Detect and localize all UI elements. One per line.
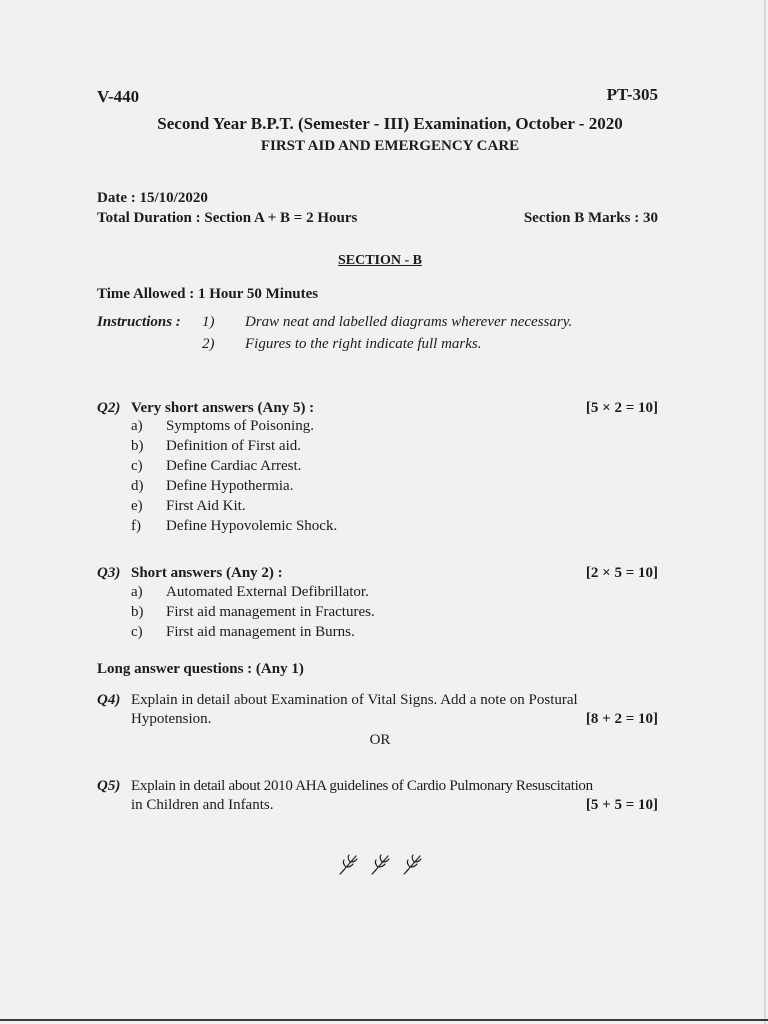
question-marks: [5 × 2 = 10]: [585, 400, 658, 416]
exam-title: Second Year B.P.T. (Semester - III) Examination, October - 2020: [157, 114, 623, 133]
instructions-label: Instructions :: [97, 314, 181, 330]
total-duration: Total Duration : Section A + B = 2 Hours: [97, 210, 358, 226]
instruction-number: 2): [202, 336, 215, 352]
option-label: f): [131, 518, 141, 534]
question-marks: [2 × 5 = 10]: [585, 565, 658, 581]
option-label: b): [131, 438, 144, 454]
page-edge-bottom: [0, 1019, 768, 1021]
paper-code-right: PT-305: [606, 85, 658, 104]
paper-code-left: V-440: [97, 87, 140, 106]
time-allowed: Time Allowed : 1 Hour 50 Minutes: [97, 286, 319, 302]
instruction-text: Figures to the right indicate full marks.: [245, 336, 482, 352]
question-text: Explain in detail about 2010 AHA guidelines of Cardio Pulmonary Resuscitation: [131, 778, 593, 794]
question-text: Hypotension.: [131, 711, 212, 727]
option-label: b): [131, 604, 144, 620]
end-ornament-icon: [336, 848, 426, 878]
sprig-icon: [340, 855, 357, 874]
question-title: Very short answers (Any 5) :: [131, 400, 315, 416]
question-number: Q5): [97, 778, 121, 794]
question-number: Q4): [97, 692, 121, 708]
option-label: e): [131, 498, 143, 514]
option-text: Define Hypovolemic Shock.: [166, 518, 338, 534]
instruction-number: 1): [202, 314, 215, 330]
section-marks: Section B Marks : 30: [523, 210, 658, 226]
subject-title: FIRST AID AND EMERGENCY CARE: [260, 138, 520, 154]
instruction-text: Draw neat and labelled diagrams wherever necessary.: [245, 314, 573, 330]
option-text: Automated External Defibrillator.: [166, 584, 369, 600]
option-text: Symptoms of Poisoning.: [166, 418, 314, 434]
option-text: First Aid Kit.: [166, 498, 246, 514]
option-label: c): [131, 624, 143, 640]
option-text: Define Cardiac Arrest.: [166, 458, 302, 474]
question-title: Short answers (Any 2) :: [131, 565, 283, 581]
sprig-icon: [372, 855, 389, 874]
option-text: First aid management in Fractures.: [166, 604, 375, 620]
or-separator: OR: [369, 732, 391, 748]
option-text: Define Hypothermia.: [166, 478, 294, 494]
sprig-icon: [404, 855, 421, 874]
section-heading: SECTION - B: [337, 253, 423, 268]
option-label: d): [131, 478, 144, 494]
page-edge-right: [764, 0, 766, 1024]
question-marks: [8 + 2 = 10]: [585, 711, 658, 727]
question-number: Q2): [97, 400, 121, 416]
question-marks: [5 + 5 = 10]: [585, 797, 658, 813]
long-answer-heading: Long answer questions : (Any 1): [97, 661, 304, 677]
option-text: Definition of First aid.: [166, 438, 301, 454]
option-label: a): [131, 418, 143, 434]
question-text: Explain in detail about Examination of Vital Signs. Add a note on Postural: [131, 692, 578, 708]
exam-date: Date : 15/10/2020: [97, 190, 208, 206]
option-label: c): [131, 458, 143, 474]
question-number: Q3): [97, 565, 121, 581]
option-label: a): [131, 584, 143, 600]
question-text: in Children and Infants.: [131, 797, 274, 813]
option-text: First aid management in Burns.: [166, 624, 355, 640]
